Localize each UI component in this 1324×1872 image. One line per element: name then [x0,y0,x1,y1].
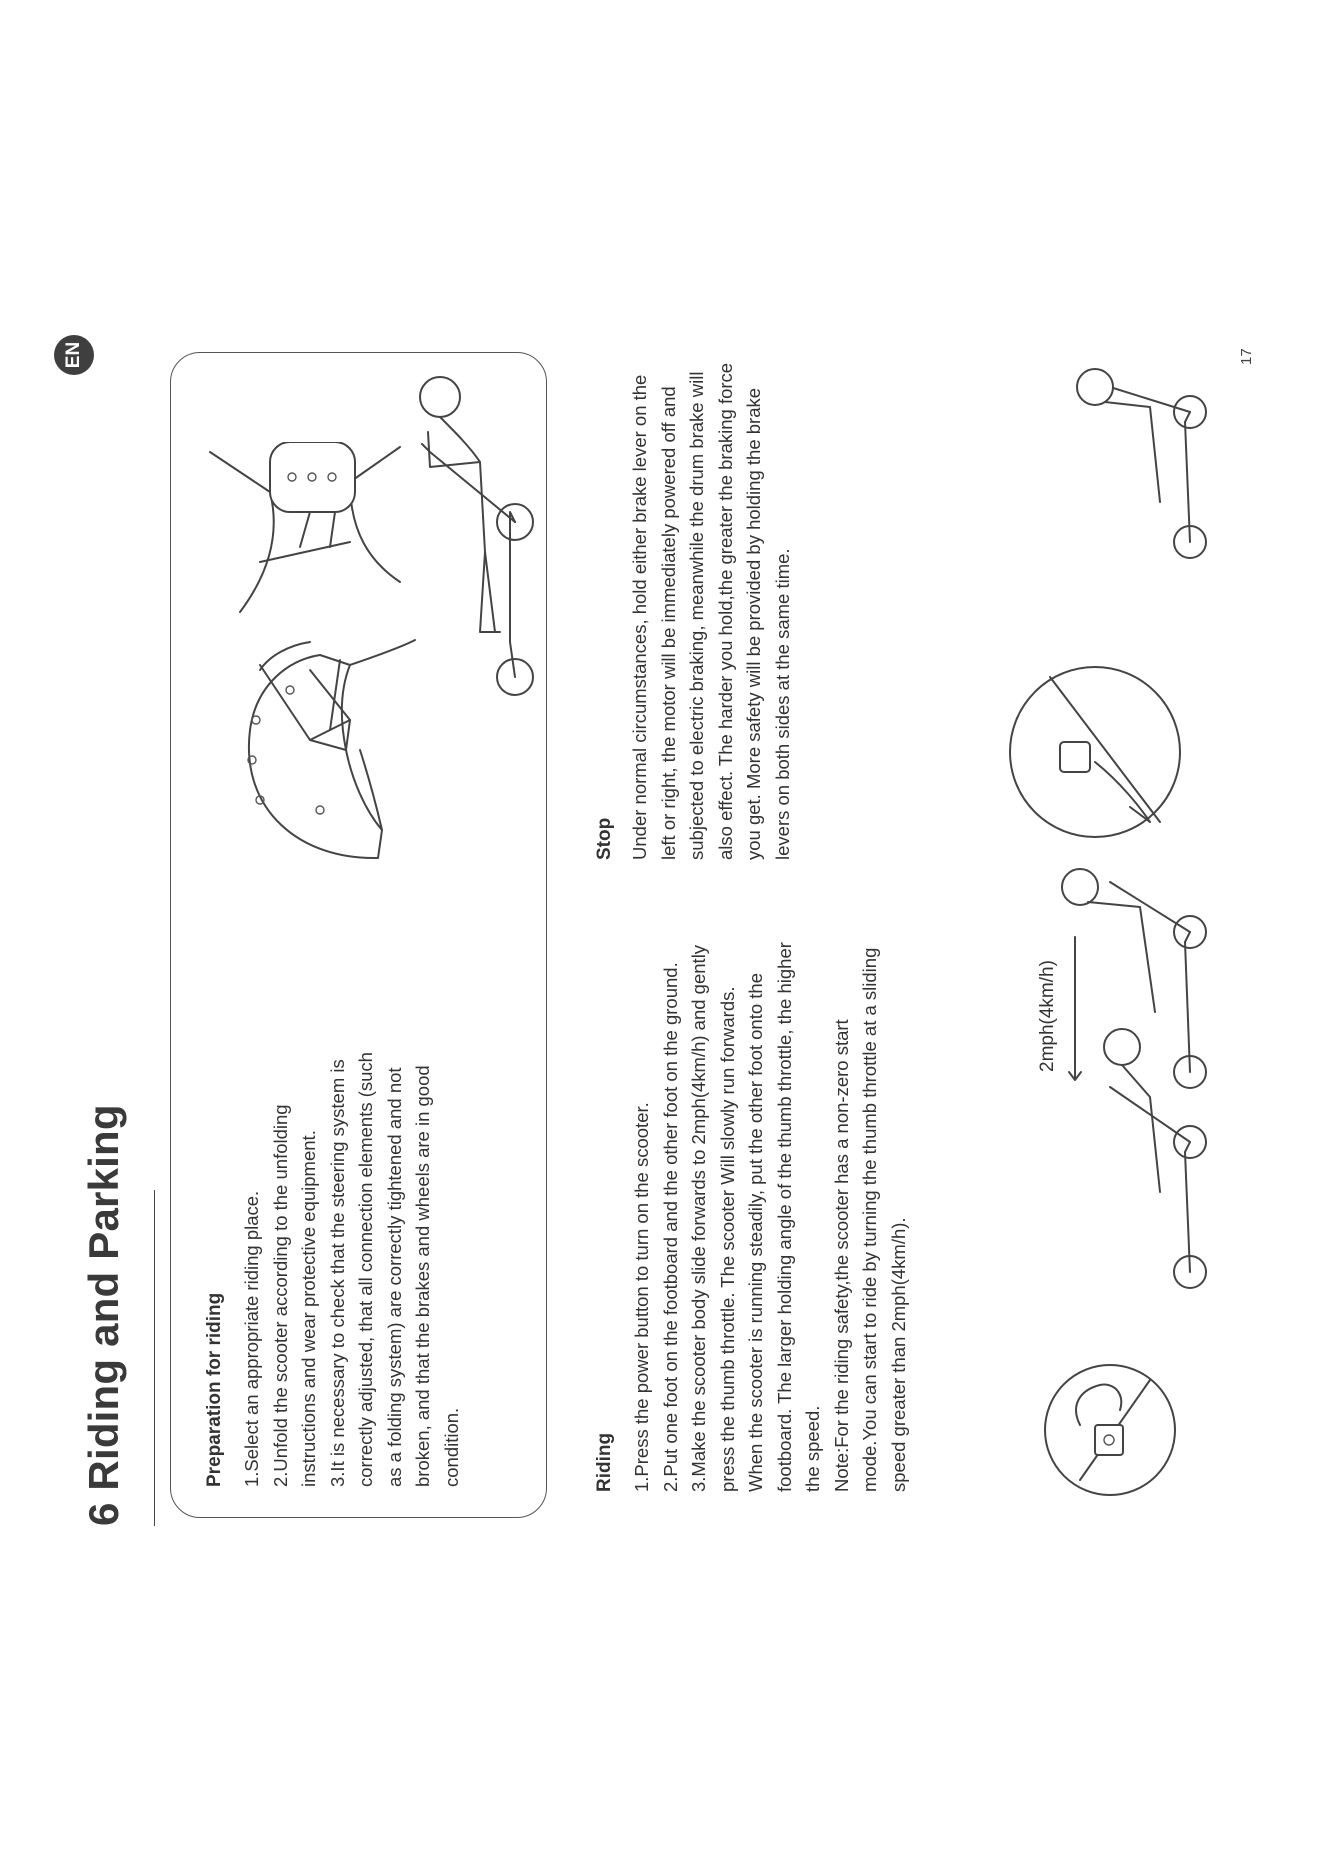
riding-step: 1.Press the power button to turn on the scooter. [631,1102,652,1492]
title-underline [154,1190,155,1526]
preparation-steps [238,1047,466,1487]
preparation-title: Preparation for riding [204,1292,225,1487]
speed-label: 2mph(4km/h) [1037,960,1058,1072]
stop-title: Stop [594,817,615,860]
riding-step: 3.Make the scooter body slide forwards to 2mph(4km/h) and gently press the thumb throttle. The scooter Will slowly run forwards. When the scooter is running steadily, put the other foot onto the footboard. The larger holding angle of the thumb throttle, the higher the speed. [688,942,823,1492]
speed-arrow-icon [1065,932,1085,1082]
preparation-step: 1.Select an appropriate riding place. [241,1190,262,1487]
preparation-step: 2.Unfold the scooter according to the unfolding instructions and wear protective equipment. [269,1104,319,1487]
riding-step: 2.Put one foot on the footboard and the other foot on the ground. [659,962,681,1492]
stopping-rider-icon [1040,352,1220,562]
preparation-step: 3.It is necessary to check that the steering system is correctly adjusted, that all connection elements (such as a folding system) are correctly tightened and not broken, and that the brakes and wheels are in good condition. [326,1052,462,1487]
riding-title: Riding [594,1432,615,1492]
riding-note: Note:For the riding safety,the scooter has a non-zero start mode.You can start to ride by turning the thumb throttle at a sliding speed greater than 2mph(4km/h). [830,947,909,1492]
page-number: 17 [1238,348,1255,365]
helmet-icon [200,630,420,870]
brake-lever-icon [1000,662,1190,842]
language-badge: EN [54,335,94,375]
thumb-throttle-icon [1040,1360,1180,1500]
knee-pad-icon [200,442,420,622]
stop-instructions: Under normal circumstances, hold either brake lever on the left or right, the motor will be immediately powered off and subjected to electric braking, meanwhile the drum brake will also effect. The harder you hold,the greater the braking force you get. More safety will be provided by holding the brake levers on both sides at the same time. [629,362,793,860]
riding-steps [628,940,913,1492]
rider-on-scooter-icon [400,372,540,702]
page-title: 6 Riding and Parking [80,1104,127,1526]
